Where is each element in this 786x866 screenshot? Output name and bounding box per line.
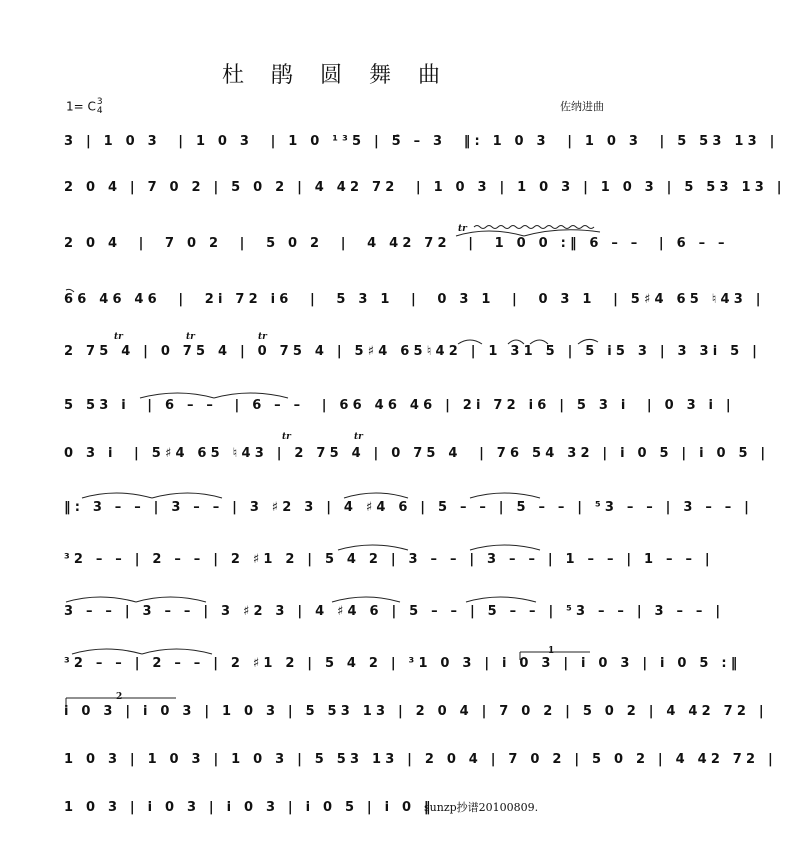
tie-arc <box>466 597 536 602</box>
tie-arc <box>508 340 524 344</box>
tie-arc <box>530 340 548 344</box>
tie-arc <box>524 230 600 236</box>
notation-row-9: ³2 – – | 2 – – | 2 ♯1 2 | 5 4 2 | 3 – – | 3 – – | 1 – – | 1 – – | <box>64 552 714 567</box>
time-numerator: 3 <box>96 97 103 107</box>
notation-row-4: 66 46 46 | 2i 72 i6 | 5 3 1 | 0 3 1 | 0 3 1 | 5♯4 65 ♮43 | <box>64 292 765 307</box>
tie-arc <box>344 493 408 498</box>
notation-row-7: 0 3 i | 5♯4 65 ♮43 | 2 75 4 | 0 75 4 | 76 54 32 | i 0 5 | i 0 5 | <box>64 446 770 461</box>
trill-mark: tr <box>258 332 267 342</box>
score-title: 杜 鹃 圆 舞 曲 <box>222 63 450 88</box>
tie-arc <box>458 340 482 344</box>
tie-arc <box>140 393 214 398</box>
trill-mark: tr <box>282 432 291 442</box>
notation-row-6: 5 53 i | 6 – – | 6 – – | 66 46 46 | 2i 72 i6 | 5 3 i | 0 3 i | <box>64 398 735 413</box>
tie-arc <box>72 649 142 654</box>
tie-arc <box>470 493 540 498</box>
trill-mark: tr <box>458 224 467 234</box>
tie-arc <box>332 597 400 602</box>
notation-row-3: 2 0 4 | 7 0 2 | 5 0 2 | 4 42 72 | 1 0 0 :‖ 6 – – | 6 – – <box>64 236 729 251</box>
tie-arc <box>136 597 206 602</box>
trill-mark: tr <box>354 432 363 442</box>
trill-wavy-line <box>474 226 594 229</box>
tie-arc <box>66 289 74 292</box>
trill-mark: tr <box>114 332 123 342</box>
tie-arc <box>82 493 152 498</box>
tie-arc <box>338 545 408 550</box>
key-label: 1= C <box>66 99 96 114</box>
tie-arc <box>66 597 136 602</box>
volta-2-label: 2 <box>116 692 123 702</box>
tie-arc <box>152 493 222 498</box>
tie-arc <box>456 231 524 236</box>
notation-row-11: ³2 – – | 2 – – | 2 ♯1 2 | 5 4 2 | ³1 0 3 | i 0 3 | i 0 3 | i 0 5 :‖ <box>64 656 742 671</box>
trill-mark: tr <box>186 332 195 342</box>
notation-row-10: 3 – – | 3 – – | 3 ♯2 3 | 4 ♯4 6 | 5 – – | 5 – – | ⁵3 – – | 3 – – | <box>64 604 725 619</box>
notation-row-1: 3 | 1 0 3 | 1 0 3 | 1 0 ¹³5 | 5̑ – 3 ‖: 1 0 3 | 1 0 3 | 5 53 13 | <box>64 134 779 149</box>
tie-arc <box>214 393 288 398</box>
transcriber-footer: sunzp抄谱20100809. <box>424 801 539 814</box>
notation-row-2: 2 0 4 | 7 0 2 | 5 0 2 | 4 42 72 | 1 0 3 | 1 0 3 | 1 0 3 | 5 53 13 | <box>64 180 786 195</box>
notation-row-14: 1 0 3 | i 0 3 | i 0 3 | i 0 5 | i 0 ‖ <box>64 800 435 815</box>
volta-1-label: 1 <box>548 646 555 656</box>
time-denominator: 4 <box>96 106 103 116</box>
notation-row-8: ‖: 3 – – | 3 – – | 3 ♯2 3 | 4 ♯4 6 | 5 – – | 5 – – | ⁵3 – – | 3 – – | <box>64 500 754 515</box>
tie-arc <box>142 649 212 654</box>
notation-row-12: i 0 3 | i 0 3 | 1 0 3 | 5 53 13 | 2 0 4 | 7 0 2 | 5 0 2 | 4 42 72 | <box>64 704 768 719</box>
tie-arc <box>578 339 598 344</box>
tie-arc <box>470 545 540 550</box>
composer-credit: 佐纳进曲 <box>560 100 604 113</box>
notation-row-13: 1 0 3 | 1 0 3 | 1 0 3 | 5 53 13 | 2 0 4 | 7 0 2 | 5 0 2 | 4 42 72 | <box>64 752 777 767</box>
notation-row-5: 2 75 4 | 0 75 4 | 0 75 4 | 5♯4 65♮42 | 1 31 5 | 5 i5 3 | 3 3i 5 | <box>64 344 762 359</box>
